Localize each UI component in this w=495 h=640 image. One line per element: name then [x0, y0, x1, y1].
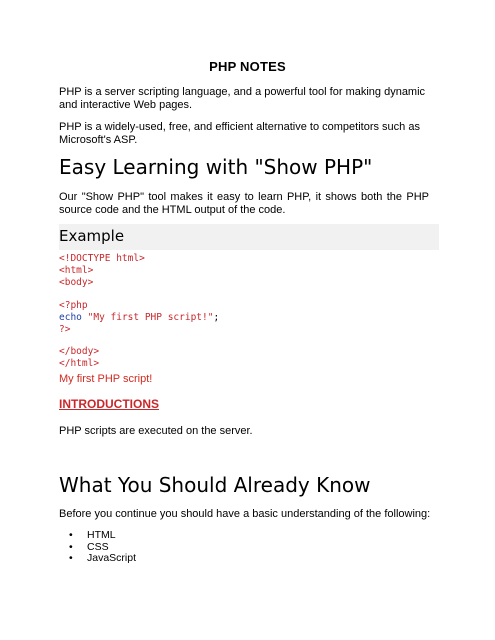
code-echo-keyword: echo	[59, 312, 82, 323]
example-output: My first PHP script!	[59, 373, 153, 385]
code-line-body-open: <body>	[59, 277, 94, 288]
code-line-php-close: ?>	[59, 324, 71, 335]
code-echo-string: "My first PHP script!"	[87, 312, 214, 323]
code-line-html-close: </html>	[59, 358, 100, 369]
code-line-echo	[59, 312, 219, 324]
prerequisites-paragraph: Before you continue you should have a basic understanding of the following:	[59, 508, 431, 520]
intro-paragraph-1: PHP is a server scripting language, and a powerful tool for making dynamic and interactive Web pages.	[59, 86, 426, 111]
example-label: Example	[59, 227, 125, 245]
heading-already-know: What You Should Already Know	[59, 473, 371, 497]
bullet-icon: •	[69, 552, 73, 564]
prerequisites-list	[59, 530, 136, 565]
bullet-icon: •	[69, 540, 73, 553]
list-item-label: HTML	[87, 529, 116, 541]
introductions-heading: INTRODUCTIONS	[59, 397, 159, 411]
bullet-icon: •	[69, 529, 73, 541]
list-item-label: JavaScript	[87, 552, 137, 564]
code-line-body-close: </body>	[59, 346, 100, 357]
server-execution-paragraph: PHP scripts are executed on the server.	[59, 425, 253, 437]
heading-easy-learning: Easy Learning with "Show PHP"	[59, 155, 373, 179]
intro-paragraph-2: PHP is a widely-used, free, and efficient alternative to competitors such as Microsoft's ASP.	[59, 121, 420, 146]
show-php-paragraph: Our "Show PHP" tool makes it easy to learn PHP, it shows both the PHP source code and the HTML output of the code.	[59, 191, 429, 216]
code-line-doctype: <!DOCTYPE html>	[59, 253, 145, 264]
code-line-php-open: <?php	[59, 300, 88, 311]
example-header	[59, 224, 439, 250]
list-item-label: CSS	[87, 540, 109, 553]
list-item	[59, 553, 136, 565]
code-line-html-open: <html>	[59, 265, 94, 276]
code-echo-semicolon: ;	[213, 312, 220, 323]
document-title: PHP NOTES	[209, 59, 286, 74]
